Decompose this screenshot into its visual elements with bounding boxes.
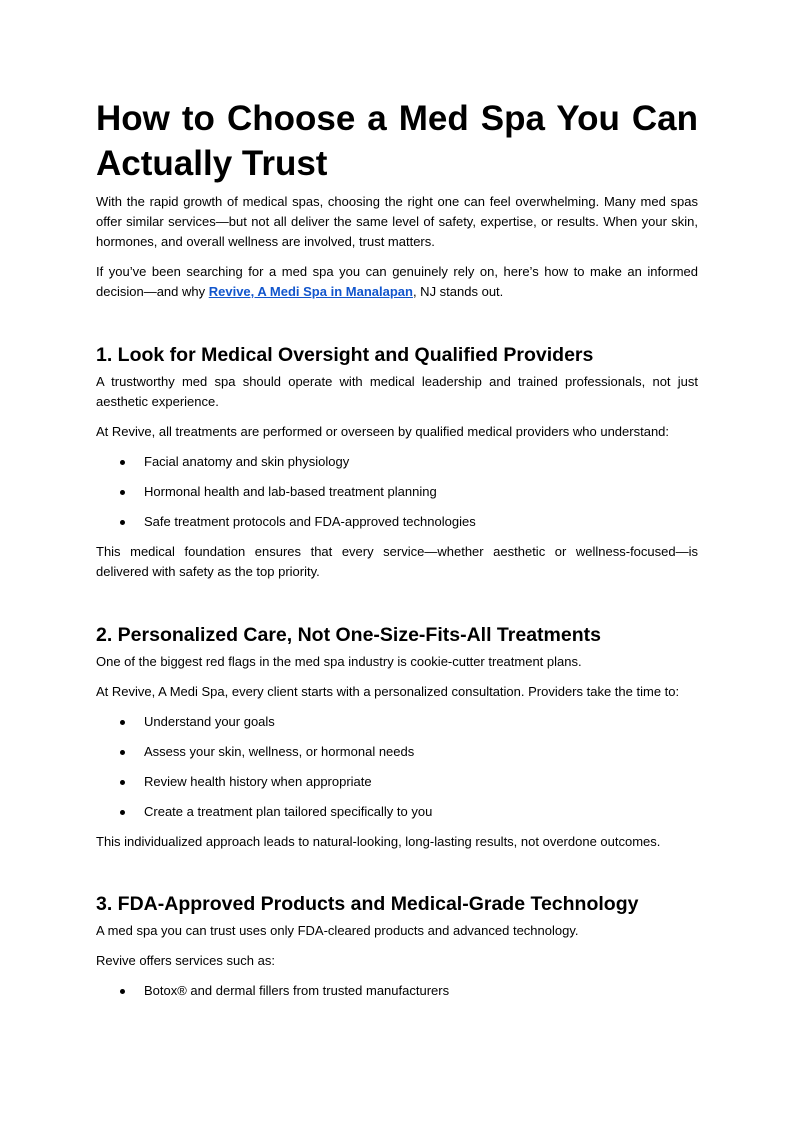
section-1-heading: 1. Look for Medical Oversight and Qualified Providers [96,344,594,366]
bullet-icon [120,780,125,785]
list-item [96,981,698,1001]
list-item-text: Facial anatomy and skin physiology [144,454,350,469]
bullet-icon [120,490,125,495]
list-item-text: Review health history when appropriate [144,774,372,789]
list-item [96,712,698,732]
section-3-list [96,981,698,1001]
section-2-paragraph-3: This individualized approach leads to natural-looking, long-lasting results, not overdone outcomes. [96,834,661,849]
intro-paragraph-1: With the rapid growth of medical spas, choosing the right one can feel overwhelming. Many med spas offer similar services—but not all deliver the same level of safety, expertise, or results. When your skin, hormones, and overall wellness are involved, trust matters. [96,194,698,249]
list-item [96,512,698,532]
list-item-text: Understand your goals [144,714,275,729]
page-title-line-1: How to Choose a Med Spa You Can [96,99,698,138]
section-2-list [96,712,698,822]
section-3-paragraph-2: Revive offers services such as: [96,953,275,968]
list-item [96,452,698,472]
bullet-icon [120,520,125,525]
section-1-paragraph-3: This medical foundation ensures that every service—whether aesthetic or wellness-focused—is delivered with safety as the top priority. [96,544,698,579]
list-item [96,772,698,792]
bullet-icon [120,460,125,465]
section-2-paragraph-1: One of the biggest red flags in the med spa industry is cookie-cutter treatment plans. [96,654,582,669]
bullet-icon [120,810,125,815]
list-item [96,742,698,762]
list-item-text: Assess your skin, wellness, or hormonal needs [144,744,415,759]
section-3-paragraph-1: A med spa you can trust uses only FDA-cleared products and advanced technology. [96,923,579,938]
revive-manalapan-link[interactable]: Revive, A Medi Spa in Manalapan [208,284,413,299]
bullet-icon [120,720,125,725]
section-1-paragraph-1: A trustworthy med spa should operate with medical leadership and trained professionals, not just aesthetic experience. [96,374,698,409]
list-item-text: Safe treatment protocols and FDA-approved technologies [144,514,476,529]
section-2-paragraph-2: At Revive, A Medi Spa, every client starts with a personalized consultation. Providers take the time to: [96,684,680,699]
page-title [96,96,698,186]
bullet-icon [120,989,125,994]
intro-paragraph-2-tail: , NJ stands out. [412,284,504,299]
intro-paragraph-2 [96,262,698,302]
bullet-icon [120,750,125,755]
list-item [96,802,698,822]
list-item-text: Botox® and dermal fillers from trusted manufacturers [144,983,450,998]
section-2-heading: 2. Personalized Care, Not One-Size-Fits-All Treatments [96,624,601,646]
list-item-text: Hormonal health and lab-based treatment planning [144,484,437,499]
page-title-line-2: Actually Trust [96,144,328,183]
section-1-list [96,452,698,532]
intro-paragraph-2-text: If you’ve been searching for a med spa you can genuinely rely on, here’s how to make an informed decision—and why [96,264,698,299]
section-1-paragraph-2: At Revive, all treatments are performed or overseen by qualified medical providers who understand: [96,424,670,439]
list-item-text: Create a treatment plan tailored specifically to you [144,804,433,819]
section-3-heading: 3. FDA-Approved Products and Medical-Grade Technology [96,893,639,915]
list-item [96,482,698,502]
